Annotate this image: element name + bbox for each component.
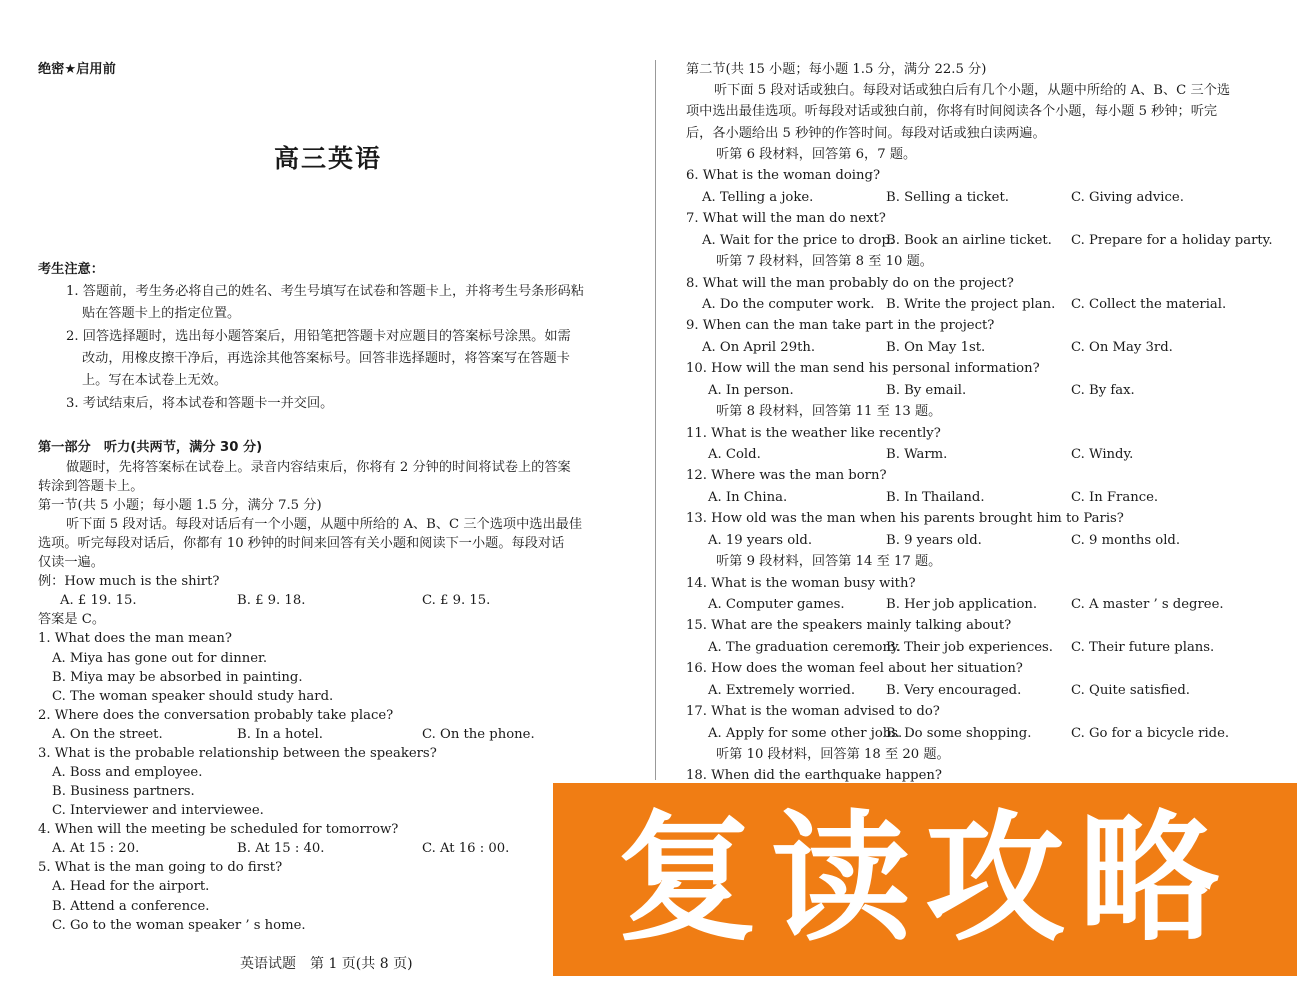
exam-title: 高三英语 [274,144,383,173]
part1-intro: 做题时，先将答案标在试卷上。录音内容结束后，你将有 2 分钟的时间将试卷上的答案 [66,460,571,475]
part1-intro: 转涂到答题卡上。 [38,479,144,494]
option-b: B. Very encouraged. [886,683,1022,698]
option-b: B. Write the project plan. [886,297,1056,312]
option-a: A. Miya has gone out for dinner. [52,651,268,666]
option-c: C. Go for a bicycle ride. [1071,726,1230,741]
option-c: C. Prepare for a holiday party. [1071,233,1273,248]
section2-intro: 后，各小题给出 5 秒钟的作答时间。每段对话或独白读两遍。 [686,126,1046,141]
option-b: B. Book an airline ticket. [886,233,1052,248]
option-c: C. On the phone. [422,727,535,742]
material-instruction: 听第 6 段材料，回答第 6，7 题。 [716,147,917,162]
section2-intro: 项中选出最佳选项。听每段对话或独白前，你将有时间阅读各个小题，每小题 5 秒钟；听完 [686,104,1218,119]
option-c: C. In France. [1071,490,1159,505]
notice-line: 3. 考试结束后，将本试卷和答题卡一并交回。 [66,396,334,411]
option-b: B. £ 9. 18. [237,593,306,608]
example-question: 例：How much is the shirt? [38,574,220,589]
option-c: C. Quite satisfied. [1071,683,1190,698]
option-c: C. Collect the material. [1071,297,1227,312]
section1-intro: 选项。听完每段对话后，你都有 10 秒钟的时间来回答有关小题和阅读下一小题。每段对话 [38,536,565,551]
notice-line: 1. 答题前，考生务必将自己的姓名、考生号填写在试卷和答题卡上，并将考生号条形码粘 [66,284,584,299]
option-a: A. Head for the airport. [52,879,210,894]
question: 13. How old was the man when his parents brought him to Paris? [686,511,1124,526]
column-divider [655,60,656,780]
option-c: C. Their future plans. [1071,640,1215,655]
option-a: A. Do the computer work. [702,297,875,312]
part1-heading: 第一部分 听力(共两节，满分 30 分) [38,440,263,455]
option-c: C. A master ’ s degree. [1071,597,1224,612]
watermark-banner [553,783,1297,976]
notice-line: 2. 回答选择题时，选出每小题答案后，用铅笔把答题卡对应题目的答案标号涂黑。如需 [66,329,571,344]
option-c: C. On May 3rd. [1071,340,1173,355]
option-b: B. Attend a conference. [52,899,210,914]
section2-heading: 第二节(共 15 小题；每小题 1.5 分，满分 22.5 分) [686,62,987,77]
option-b: B. In Thailand. [886,490,985,505]
option-b: B. 9 years old. [886,533,982,548]
option-c: C. By fax. [1071,383,1135,398]
option-b: B. Miya may be absorbed in painting. [52,670,303,685]
option-a: A. On the street. [52,727,163,742]
option-c: C. Windy. [1071,447,1134,462]
option-b: B. On May 1st. [886,340,986,355]
example-answer: 答案是 C。 [38,612,106,627]
option-a: A. On April 29th. [702,340,816,355]
option-a: A. The graduation ceremony. [708,640,901,655]
option-b: B. Warm. [886,447,948,462]
question: 8. What will the man probably do on the project? [686,276,1014,291]
question: 16. How does the woman feel about her situation? [686,661,1023,676]
option-b: B. At 15 : 40. [237,841,325,856]
option-a: A. Telling a joke. [702,190,814,205]
option-b: B. By email. [886,383,967,398]
notice-title: 考生注意： [38,262,104,277]
option-c: C. £ 9. 15. [422,593,491,608]
question: 14. What is the woman busy with? [686,576,916,591]
question: 15. What are the speakers mainly talking about? [686,618,1012,633]
option-b: B. Selling a ticket. [886,190,1009,205]
material-instruction: 听第 8 段材料，回答第 11 至 13 题。 [716,404,942,419]
section2-intro: 听下面 5 段对话或独白。每段对话或独白后有几个小题，从题中所给的 A、B、C 三个选 [714,83,1231,98]
option-a: A. Computer games. [708,597,845,612]
option-a: A. Extremely worried. [708,683,856,698]
question: 7. What will the man do next? [686,211,886,226]
option-b: B. Do some shopping. [886,726,1032,741]
option-a: A. Wait for the price to drop. [702,233,895,248]
section1-intro: 听下面 5 段对话。每段对话后有一个小题，从题中所给的 A、B、C 三个选项中选出最佳 [66,517,583,532]
option-c: C. Interviewer and interviewee. [52,803,264,818]
option-a: A. In person. [708,383,794,398]
option-a: A. Boss and employee. [52,765,203,780]
notice-line: 改动，用橡皮擦干净后，再选涂其他答案标号。回答非选择题时，将答案写在答题卡 [82,351,570,366]
section1-heading: 第一节(共 5 小题；每小题 1.5 分，满分 7.5 分) [38,498,322,513]
option-a: A. At 15 : 20. [52,841,140,856]
question: 10. How will the man send his personal information? [686,361,1040,376]
option-c: C. The woman speaker should study hard. [52,689,334,704]
option-a: A. Cold. [708,447,761,462]
question: 17. What is the woman advised to do? [686,704,940,719]
material-instruction: 听第 9 段材料，回答第 14 至 17 题。 [716,554,942,569]
question: 4. When will the meeting be scheduled for tomorrow? [38,822,399,837]
section1-intro: 仅读一遍。 [38,555,104,570]
question: 5. What is the man going to do first? [38,860,283,875]
question: 1. What does the man mean? [38,631,232,646]
option-a: A. £ 19. 15. [60,593,137,608]
page-footer: 英语试题 第 1 页(共 8 页) [240,956,413,972]
option-b: B. In a hotel. [237,727,323,742]
confidential-label: 绝密★启用前 [38,62,116,77]
material-instruction: 听第 7 段材料，回答第 8 至 10 题。 [716,254,933,269]
question: 9. When can the man take part in the project? [686,318,995,333]
question: 12. Where was the man born? [686,468,887,483]
question: 18. When did the earthquake happen? [686,768,942,783]
option-c: C. At 16 : 00. [422,841,510,856]
notice-line: 贴在答题卡上的指定位置。 [82,306,241,321]
material-instruction: 听第 10 段材料，回答第 18 至 20 题。 [716,747,950,762]
option-b: B. Business partners. [52,784,195,799]
question: 3. What is the probable relationship between the speakers? [38,746,437,761]
option-c: C. Giving advice. [1071,190,1184,205]
notice-line: 上。写在本试卷上无效。 [82,373,228,388]
option-b: B. Their job experiences. [886,640,1054,655]
banner-text: 复读攻略 [616,797,1233,961]
option-c: C. Go to the woman speaker ’ s home. [52,918,306,933]
option-a: A. Apply for some other jobs. [708,726,903,741]
option-b: B. Her job application. [886,597,1038,612]
option-a: A. In China. [708,490,788,505]
question: 2. Where does the conversation probably take place? [38,708,394,723]
option-a: A. 19 years old. [708,533,813,548]
question: 6. What is the woman doing? [686,168,881,183]
option-c: C. 9 months old. [1071,533,1181,548]
question: 11. What is the weather like recently? [686,426,941,441]
